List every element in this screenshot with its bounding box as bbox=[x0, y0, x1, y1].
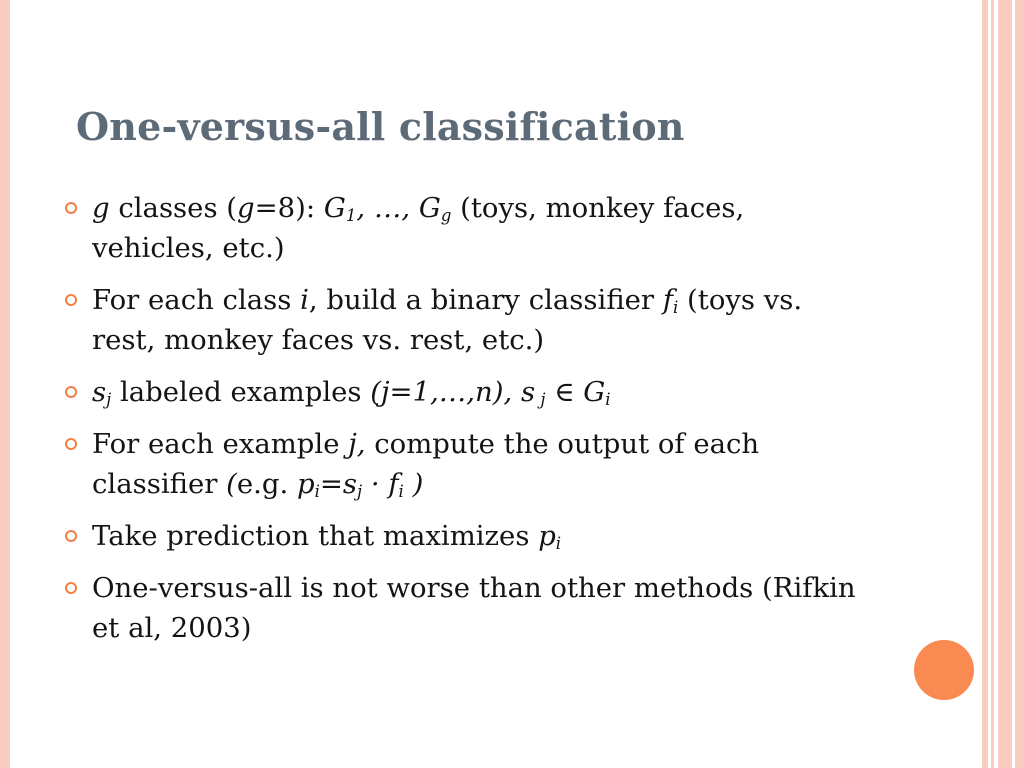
right-border-stripes bbox=[982, 0, 1024, 768]
bullet-text-segment: i bbox=[673, 298, 679, 317]
bullet-text-segment: 1 bbox=[345, 206, 357, 225]
bullet-text-segment: i bbox=[555, 534, 562, 553]
bullet-text-segment: compute the output of each classifier bbox=[92, 428, 760, 500]
bullet-text-segment: ∈ bbox=[545, 376, 584, 408]
bullet-marker-icon bbox=[65, 438, 77, 450]
bullet-text-segment: p bbox=[296, 468, 315, 500]
bullet-text-segment: labeled examples bbox=[111, 376, 371, 408]
bullet-text-segment: G bbox=[323, 192, 346, 224]
bullet-text-segment: For each class bbox=[92, 284, 301, 316]
bullet-text-segment: i bbox=[398, 482, 404, 501]
bullet-list bbox=[62, 188, 862, 660]
bullet-marker-icon bbox=[65, 294, 77, 306]
bullet-marker-icon bbox=[65, 582, 77, 594]
bullet-text-segment: ( bbox=[226, 468, 237, 500]
bullet-text-segment: , build a binary classifier bbox=[308, 284, 663, 316]
bullet-text-segment: G bbox=[583, 376, 606, 408]
bullet-text-segment: =8): bbox=[254, 192, 324, 224]
bullet-text-segment: g bbox=[237, 192, 255, 224]
bullet-text-segment: g bbox=[92, 192, 110, 224]
bullet-text-segment: s bbox=[92, 376, 107, 408]
bullet-item bbox=[62, 188, 862, 268]
bullet-marker-icon bbox=[65, 530, 77, 542]
bullet-text-segment: · f bbox=[362, 468, 399, 500]
bullet-text-segment: i bbox=[300, 284, 309, 316]
bullet-text-segment: i bbox=[314, 482, 320, 501]
bullet-text-segment: (j=1,…,n), s bbox=[370, 376, 536, 408]
bullet-text-segment: j bbox=[357, 482, 363, 501]
bullet-marker-icon bbox=[65, 386, 77, 398]
decorative-circle bbox=[914, 640, 974, 700]
bullet-item bbox=[62, 424, 862, 504]
bullet-text-segment: j bbox=[535, 390, 546, 409]
bullet-text-segment: g bbox=[440, 206, 452, 225]
bullet-text-segment: , …, bbox=[356, 192, 419, 224]
bullet-text-segment: Take prediction that maximizes bbox=[92, 520, 539, 552]
bullet-text-segment: i bbox=[605, 390, 611, 409]
bullet-text-segment: j, bbox=[348, 428, 366, 460]
bullet-text-segment: e.g. bbox=[236, 468, 297, 500]
bullet-item bbox=[62, 568, 862, 648]
bullet-text-segment: For each example bbox=[92, 428, 349, 460]
bullet-item bbox=[62, 516, 862, 556]
bullet-text-segment: =s bbox=[319, 468, 358, 500]
bullet-marker-icon bbox=[65, 202, 77, 214]
bullet-text-segment: p bbox=[538, 520, 556, 552]
slide-title: One-versus-all classification bbox=[76, 104, 685, 149]
bullet-text-segment: classes ( bbox=[109, 192, 238, 224]
bullet-item bbox=[62, 372, 862, 412]
bullet-item bbox=[62, 280, 862, 360]
left-border-stripe bbox=[0, 0, 10, 768]
bullet-text-segment: (toys vs. rest, monkey faces vs. rest, etc.) bbox=[92, 284, 803, 356]
bullet-text-segment: ) bbox=[403, 468, 424, 500]
bullet-text-segment: (toys, monkey faces, vehicles, etc.) bbox=[92, 192, 745, 264]
bullet-text-segment: One-versus-all is not worse than other methods (Rifkin et al, 2003) bbox=[92, 572, 856, 644]
bullet-text-segment: G bbox=[418, 192, 441, 224]
bullet-text-segment: j bbox=[106, 390, 112, 409]
bullet-text-segment: f bbox=[662, 284, 674, 316]
